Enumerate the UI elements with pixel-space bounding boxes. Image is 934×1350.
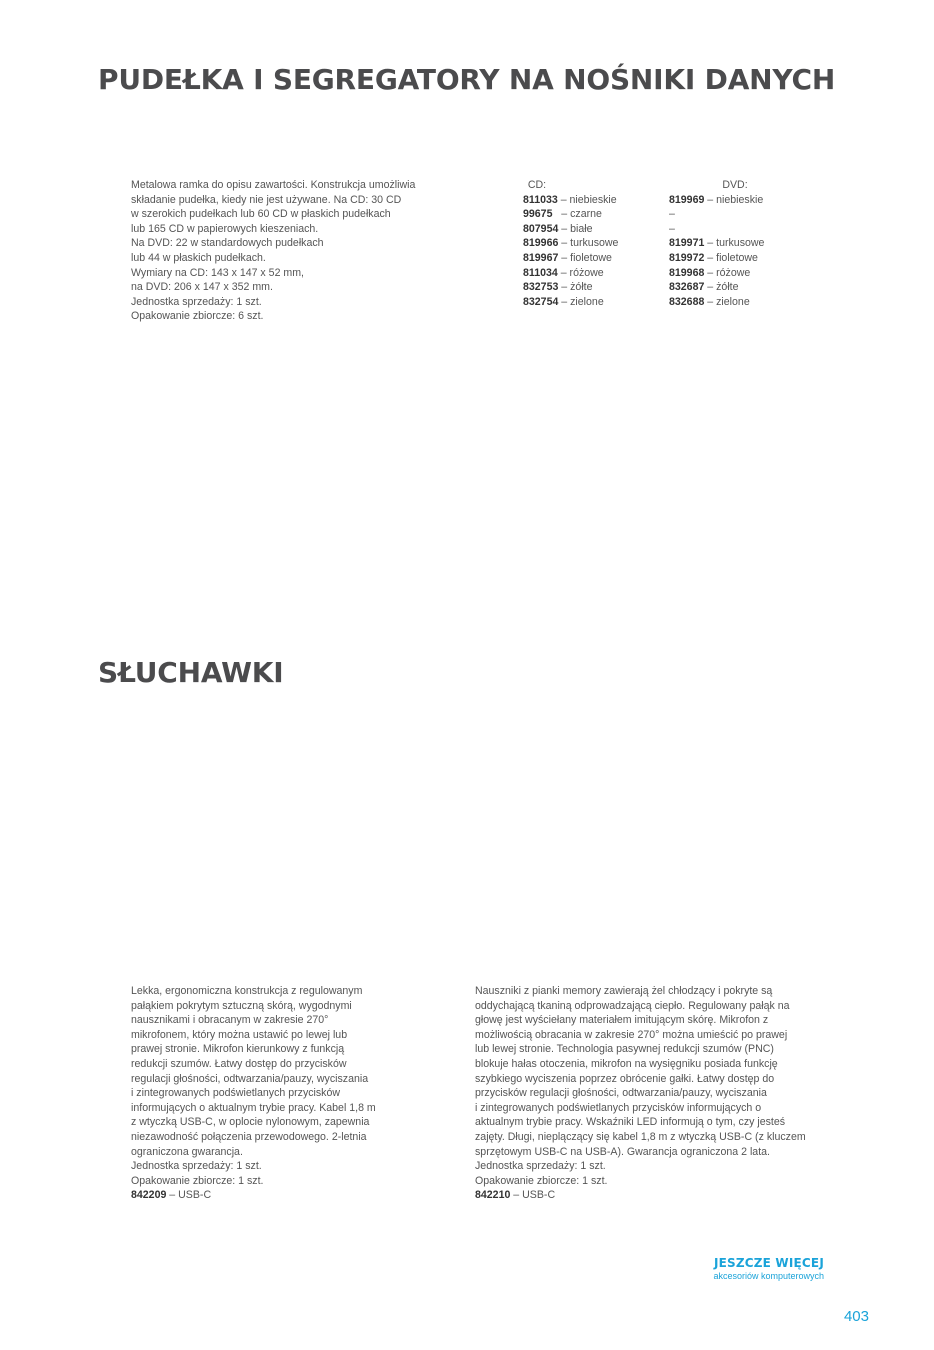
description-line: ograniczona gwarancja. bbox=[131, 1145, 243, 1158]
description-line: możliwością obracania w zakresie 270° można umieścić po prawej bbox=[475, 1028, 788, 1041]
more-subtitle: akcesoriów komputerowych bbox=[713, 1271, 824, 1281]
variant-color: – turkusowe bbox=[558, 237, 619, 250]
description-line: niezawodność połączenia przewodowego. 2-letnia bbox=[131, 1130, 367, 1143]
variant-color: – bbox=[669, 222, 675, 235]
description-line: Opakowanie zbiorcze: 1 szt. bbox=[131, 1174, 264, 1187]
variant-color: – żółte bbox=[558, 281, 593, 294]
variant-item bbox=[669, 251, 809, 266]
variant-code: 819972 bbox=[669, 251, 705, 264]
description-line: blokuje hałas otoczenia, mikrofon na wysięgniku posiada funkcję bbox=[475, 1057, 778, 1070]
dvd-variants-column bbox=[669, 178, 809, 309]
description-line: Jednostka sprzedaży: 1 szt. bbox=[475, 1160, 606, 1173]
description-line: i zintegrowanych podświetlanych przycisków informujących o bbox=[475, 1101, 762, 1114]
product-2-lines bbox=[475, 984, 840, 1188]
more-title: JESZCZE WIĘCEJ bbox=[713, 1256, 824, 1270]
description-line: szybkiego wyciszenia poprzez obrócenie gałki. Łatwy dostęp do bbox=[475, 1072, 775, 1085]
variant-code: 819968 bbox=[669, 266, 705, 279]
description-line: informujących o aktualnym trybie pracy. Kabel 1,8 m bbox=[131, 1101, 376, 1114]
variant-code: 819969 bbox=[669, 193, 705, 206]
variant-item bbox=[669, 295, 809, 310]
variant-item bbox=[523, 193, 618, 208]
description-line: Lekka, ergonomiczna konstrukcja z regulowanym bbox=[131, 985, 363, 997]
description-line: głowę jest wyściełany materiałem imitującym skórę. Mikrofon z bbox=[475, 1014, 769, 1027]
description-line: pałąkiem pokrytym sztuczną skórą, wygodnymi bbox=[131, 999, 352, 1012]
variant-item bbox=[669, 193, 809, 208]
page-number: 403 bbox=[843, 1308, 869, 1325]
variant-item bbox=[669, 266, 809, 281]
description-line: lub lewej stronie. Technologia pasywnej redukcji szumów (PNC) bbox=[475, 1043, 774, 1056]
description-line: prawej stronie. Mikrofon kierunkowy z funkcją bbox=[131, 1043, 345, 1056]
variant-item bbox=[523, 280, 618, 295]
product-2-code-text: – USB-C bbox=[510, 1189, 556, 1202]
description-line: Wymiary na CD: 143 x 147 x 52 mm, bbox=[131, 266, 304, 279]
variant-color: – różowe bbox=[704, 266, 751, 279]
description-line: Jednostka sprzedaży: 1 szt. bbox=[131, 295, 262, 308]
description-line: Na DVD: 22 w standardowych pudełkach bbox=[131, 237, 324, 250]
description-line: Jednostka sprzedaży: 1 szt. bbox=[131, 1160, 262, 1173]
cd-variants-column bbox=[523, 178, 618, 309]
variant-item bbox=[523, 251, 618, 266]
description-line: Opakowanie zbiorcze: 6 szt. bbox=[131, 310, 264, 323]
variant-color: – czarne bbox=[552, 208, 602, 221]
variant-item bbox=[523, 222, 618, 237]
variant-color: – fioletowe bbox=[558, 251, 612, 264]
variant-code: 99675 bbox=[523, 208, 553, 221]
variant-item bbox=[669, 222, 809, 237]
variant-item bbox=[523, 266, 618, 281]
description-line: Metalowa ramka do opisu zawartości. Konstrukcja umożliwia bbox=[131, 179, 416, 191]
variant-item bbox=[669, 236, 809, 251]
dvd-header: DVD: bbox=[722, 179, 748, 191]
product-1-code-line bbox=[131, 1188, 411, 1203]
product-2-code: 842210 bbox=[475, 1189, 511, 1202]
variant-color: – turkusowe bbox=[704, 237, 765, 250]
description-line: aktualnym trybie pracy. Wskaźniki LED informują o tym, czy jesteś bbox=[475, 1116, 786, 1129]
description-line: Opakowanie zbiorcze: 1 szt. bbox=[475, 1174, 608, 1187]
variant-color: – zielone bbox=[704, 295, 750, 308]
variant-code: 819966 bbox=[523, 237, 559, 250]
description-line: z wtyczką USB-C, w oplocie nylonowym, zapewnia bbox=[131, 1116, 370, 1129]
product-1-lines bbox=[131, 984, 411, 1188]
description-line: regulacji głośności, odtwarzania/pauzy, wyciszania bbox=[131, 1072, 369, 1085]
variant-item bbox=[523, 207, 618, 222]
section-title-storage: PUDEŁKA I SEGREGATORY NA NOŚNIKI DANYCH bbox=[98, 63, 836, 96]
variant-code: 811034 bbox=[523, 266, 558, 279]
variant-item bbox=[669, 207, 809, 222]
description-line: zajęty. Długi, nieplączący się kabel 1,8 m z wtyczką USB-C (z kluczem bbox=[475, 1130, 806, 1143]
description-line: na DVD: 206 x 147 x 352 mm. bbox=[131, 281, 273, 294]
variant-item bbox=[523, 236, 618, 251]
variant-code: 832754 bbox=[523, 295, 559, 308]
variant-code: 811033 bbox=[523, 193, 558, 206]
variant-color: – różowe bbox=[557, 266, 604, 279]
variant-color: – białe bbox=[558, 222, 593, 235]
variant-code: 819971 bbox=[669, 237, 705, 250]
description-line: i zintegrowanych podświetlanych przycisków bbox=[131, 1087, 341, 1100]
variant-code: 807954 bbox=[523, 222, 559, 235]
variant-color: – niebieskie bbox=[704, 193, 764, 206]
variant-item bbox=[523, 295, 618, 310]
variant-code: 819967 bbox=[523, 251, 559, 264]
description-line: sprzętowym USB-C na USB-A). Gwarancja ograniczona 2 lata. bbox=[475, 1145, 770, 1158]
variant-color: – zielone bbox=[558, 295, 604, 308]
storage-description bbox=[131, 178, 451, 324]
product-2-code-line bbox=[475, 1188, 840, 1203]
description-line: Nauszniki z pianki memory zawierają żel chłodzący i pokryte są bbox=[475, 985, 773, 997]
dvd-variant-list bbox=[669, 193, 809, 310]
variant-code: 832753 bbox=[523, 281, 559, 294]
product-1-code: 842209 bbox=[131, 1189, 167, 1202]
description-line: przycisków regulacji głośności, odtwarzania/pauzy, wyciszania bbox=[475, 1087, 767, 1100]
variant-color: – fioletowe bbox=[704, 251, 758, 264]
description-line: redukcji szumów. Łatwy dostęp do przycisków bbox=[131, 1057, 347, 1070]
description-line: w szerokich pudełkach lub 60 CD w płaskich pudełkach bbox=[131, 208, 391, 221]
cd-header: CD: bbox=[527, 179, 547, 191]
headphones-product-1-description bbox=[131, 984, 411, 1203]
headphones-product-2-description bbox=[475, 984, 840, 1203]
description-line: nausznikami i obracanym w zakresie 270° bbox=[131, 1014, 329, 1027]
variant-color: – bbox=[669, 208, 675, 221]
product-1-code-text: – USB-C bbox=[166, 1189, 212, 1202]
description-line: oddychającą tkaniną odprowadzającą ciepło. Regulowany pałąk na bbox=[475, 999, 790, 1012]
description-line: lub 44 w płaskich pudełkach. bbox=[131, 251, 266, 264]
description-line: lub 165 CD w papierowych kieszeniach. bbox=[131, 222, 319, 235]
variant-code: 832687 bbox=[669, 281, 705, 294]
section-title-headphones: SŁUCHAWKI bbox=[98, 656, 284, 689]
description-line: mikrofonem, który można ustawić po lewej lub bbox=[131, 1028, 348, 1041]
description-line: składanie pudełka, kiedy nie jest używane. Na CD: 30 CD bbox=[131, 193, 402, 206]
variant-color: – niebieskie bbox=[557, 193, 617, 206]
variant-color: – żółte bbox=[704, 281, 739, 294]
more-accessories-link[interactable] bbox=[713, 1256, 824, 1281]
cd-variant-list bbox=[523, 193, 618, 310]
variant-code: 832688 bbox=[669, 295, 705, 308]
variant-item bbox=[669, 280, 809, 295]
